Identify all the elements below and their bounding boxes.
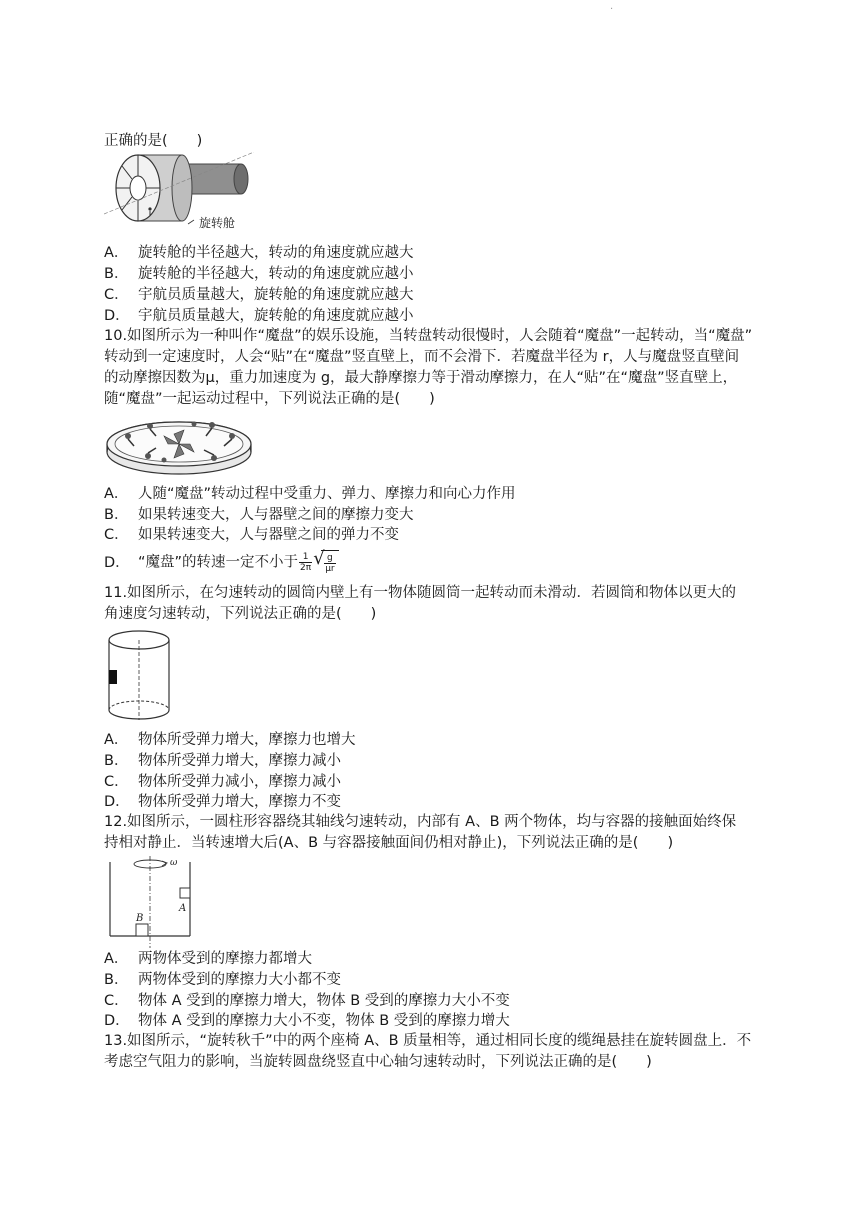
q11-stem-line-2: 角速度匀速转动，下列说法正确的是( ) <box>104 606 377 622</box>
q12-omega-label: ω <box>170 858 178 868</box>
q11-option-a: A． 物体所受弹力增大，摩擦力也增大 <box>104 732 356 748</box>
q13-stem-line-1: 13.如图所示，“旋转秋千”中的两个座椅 A、B 质量相等，通过相同长度的缆绳悬挂在旋转圆盘上．不 <box>104 1033 752 1049</box>
q10-option-c: C． 如果转速变大，人与器壁之间的弹力不变 <box>104 527 399 543</box>
q12-a-label: A <box>179 903 187 914</box>
q11-option-b: B． 物体所受弹力增大，摩擦力减小 <box>104 753 341 769</box>
q9-figure-label: 旋转舱 <box>199 216 236 230</box>
q12-option-c: C． 物体 A 受到的摩擦力增大，物体 B 受到的摩擦力大小不变 <box>104 993 510 1009</box>
q9-option-a: A． 旋转舱的半径越大，转动的角速度就应越大 <box>104 245 414 261</box>
q11-option-c: C． 物体所受弹力减小，摩擦力减小 <box>104 774 341 790</box>
q9-option-b: B． 旋转舱的半径越大，转动的角速度就应越小 <box>104 266 414 282</box>
q10-option-a: A． 人随“魔盘”转动过程中受重力、弹力、摩擦力和向心力作用 <box>104 486 516 502</box>
q10-magic-disc-figure <box>104 412 254 476</box>
q10-stem-line-2: 转动到一定速度时，人会“贴”在“魔盘”竖直壁上，而不会滑下．若魔盘半径为 r，人与魔盘竖直壁间 <box>104 349 740 365</box>
q12-option-d: D． 物体 A 受到的摩擦力大小不变，物体 B 受到的摩擦力增大 <box>104 1013 510 1029</box>
q12-option-b: B． 两物体受到的摩擦力大小都不变 <box>104 972 341 988</box>
q9-option-c: C． 宇航员质量越大，旋转舱的角速度就应越大 <box>104 287 414 303</box>
q10-formula-fraction: $\frac{1}{2\pi}$ <box>300 552 312 573</box>
q11-stem-line-1: 11.如图所示，在匀速转动的圆筒内壁上有一物体随圆筒一起转动而未滑动．若圆筒和物体以更大的 <box>104 585 737 601</box>
q11-option-d: D． 物体所受弹力增大，摩擦力不变 <box>104 794 341 810</box>
q10-stem-line-3: 的动摩擦因数为μ，重力加速度为 g，最大静摩擦力等于滑动摩擦力，在人“贴”在“魔盘”竖直壁上， <box>104 370 738 386</box>
q10-stem-line-1: 10.如图所示为一种叫作“魔盘”的娱乐设施，当转盘转动很慢时，人会随着“魔盘”一起转动，当“魔盘” <box>104 328 753 344</box>
q12-stem-line-2: 持相对静止．当转速增大后(A、B 与容器接触面间仍相对静止)，下列说法正确的是( ) <box>104 835 674 851</box>
q10-option-b: B． 如果转速变大，人与器壁之间的摩擦力变大 <box>104 507 414 523</box>
q9-option-d: D． 宇航员质量越大，旋转舱的角速度就应越小 <box>104 308 414 324</box>
q10-stem-line-4: 随“魔盘”一起运动过程中，下列说法正确的是( ) <box>104 391 435 407</box>
header-dot: · <box>610 4 614 15</box>
q12-container-figure <box>104 854 200 950</box>
q9-space-station-figure <box>104 152 254 234</box>
q12-b-label: B <box>136 913 144 924</box>
q9-stem-tail: 正确的是( ) <box>104 133 203 149</box>
q10-option-d: D． “魔盘”的转速一定不小于 $\frac{1}{2\pi}$ √ $\frac{g}{\mu r}$ <box>104 550 339 575</box>
q11-cylinder-figure <box>104 628 174 724</box>
q13-stem-line-2: 考虑空气阻力的影响，当旋转圆盘绕竖直中心轴匀速转动时，下列说法正确的是( ) <box>104 1054 652 1070</box>
q12-stem-line-1: 12.如图所示，一圆柱形容器绕其轴线匀速转动，内部有 A、B 两个物体，均与容器的接触面始终保 <box>104 814 737 830</box>
q10-formula-sqrt: √ $\frac{g}{\mu r}$ <box>313 550 338 575</box>
q12-option-a: A． 两物体受到的摩擦力都增大 <box>104 951 312 967</box>
